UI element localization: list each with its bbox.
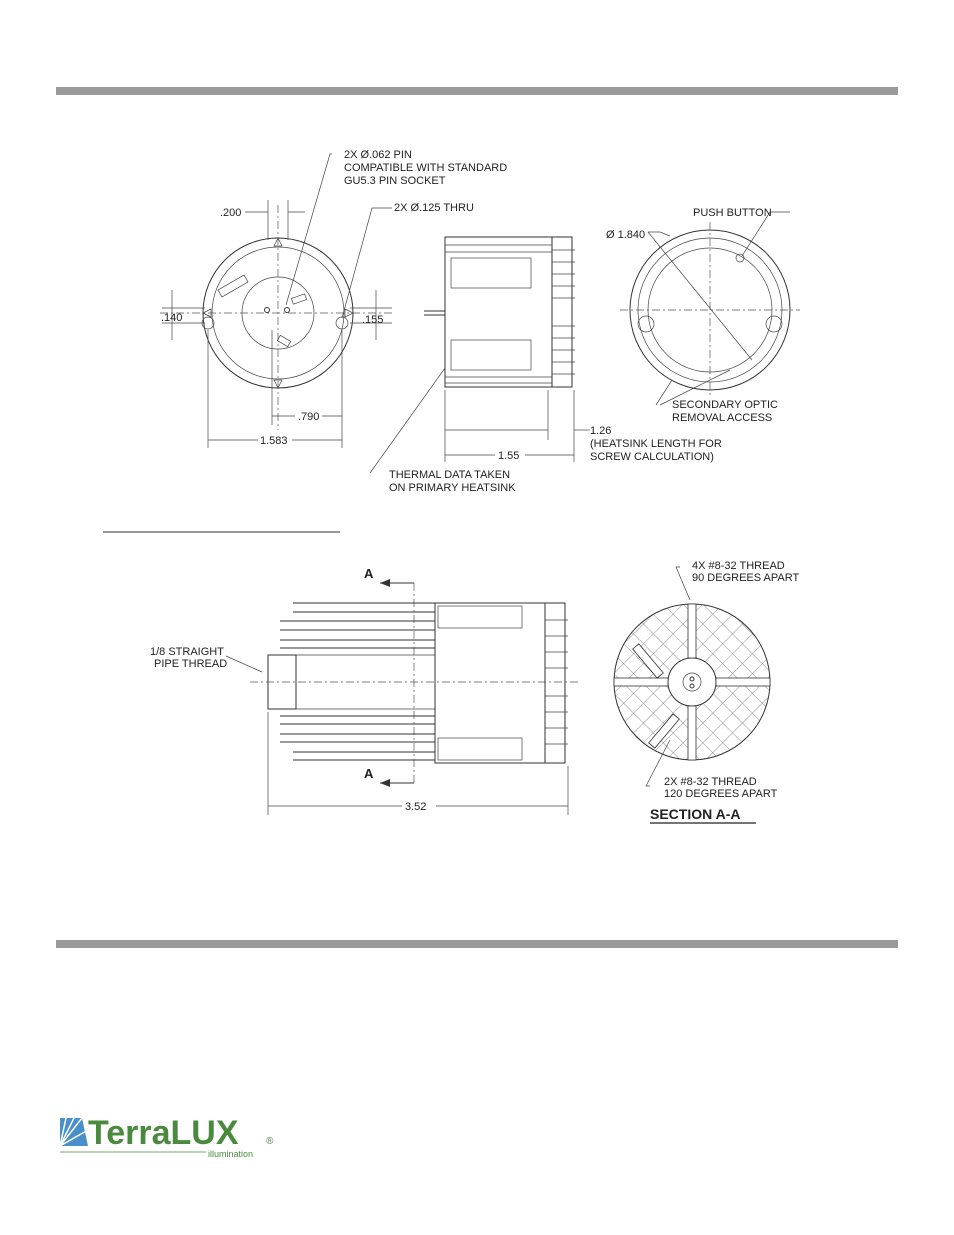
pin-label-2: COMPATIBLE WITH STANDARD bbox=[344, 162, 508, 174]
diameter-label: Ø 1.840 bbox=[606, 229, 646, 241]
dim-155: .155 bbox=[362, 314, 384, 326]
secondary-optic-1: SECONDARY OPTIC bbox=[672, 399, 778, 411]
heatsink-note-2: SCREW CALCULATION) bbox=[590, 451, 714, 463]
dim-155-side: 1.55 bbox=[498, 450, 520, 462]
terralux-logo bbox=[58, 1110, 288, 1162]
dim-352: 3.52 bbox=[405, 801, 427, 813]
dim-1583: 1.583 bbox=[260, 435, 288, 447]
thread2-label-2: 120 DEGREES APART bbox=[664, 788, 778, 800]
secondary-optic-2: REMOVAL ACCESS bbox=[672, 412, 773, 424]
side-view bbox=[370, 237, 590, 473]
push-button-label: PUSH BUTTON bbox=[693, 207, 772, 219]
heatsink-note-1: (HEATSINK LENGTH FOR bbox=[590, 438, 722, 450]
registered-mark: ® bbox=[266, 1136, 274, 1147]
tagline: illumination bbox=[208, 1149, 254, 1159]
dim-790: .790 bbox=[298, 411, 320, 423]
section-mark-top: A bbox=[364, 566, 374, 581]
dim-140: .140 bbox=[161, 312, 183, 324]
pin-label-3: GU5.3 PIN SOCKET bbox=[344, 175, 446, 187]
thermal-note-1: THERMAL DATA TAKEN bbox=[389, 469, 511, 481]
section-title: SECTION A-A bbox=[650, 806, 741, 822]
thru-label: 2X Ø.125 THRU bbox=[394, 202, 474, 214]
long-view bbox=[226, 579, 580, 815]
section-mark-bottom: A bbox=[364, 766, 374, 781]
front-view bbox=[620, 212, 800, 405]
top-view bbox=[160, 154, 395, 448]
bottom-divider-bar bbox=[56, 940, 898, 948]
thread4-label-1: 4X #8-32 THREAD bbox=[692, 560, 785, 572]
pipe-thread-1: 1/8 STRAIGHT bbox=[150, 646, 224, 658]
thread2-label-1: 2X #8-32 THREAD bbox=[664, 776, 757, 788]
dim-200: .200 bbox=[220, 207, 242, 219]
thermal-note-2: ON PRIMARY HEATSINK bbox=[389, 482, 516, 494]
pin-label-1: 2X Ø.062 PIN bbox=[344, 149, 412, 161]
thread4-label-2: 90 DEGREES APART bbox=[692, 572, 800, 584]
brand-name: TerraLUX bbox=[88, 1114, 239, 1152]
sun-rays-icon bbox=[60, 1118, 88, 1146]
pipe-thread-2: PIPE THREAD bbox=[154, 658, 228, 670]
dim-126: 1.26 bbox=[590, 425, 612, 437]
